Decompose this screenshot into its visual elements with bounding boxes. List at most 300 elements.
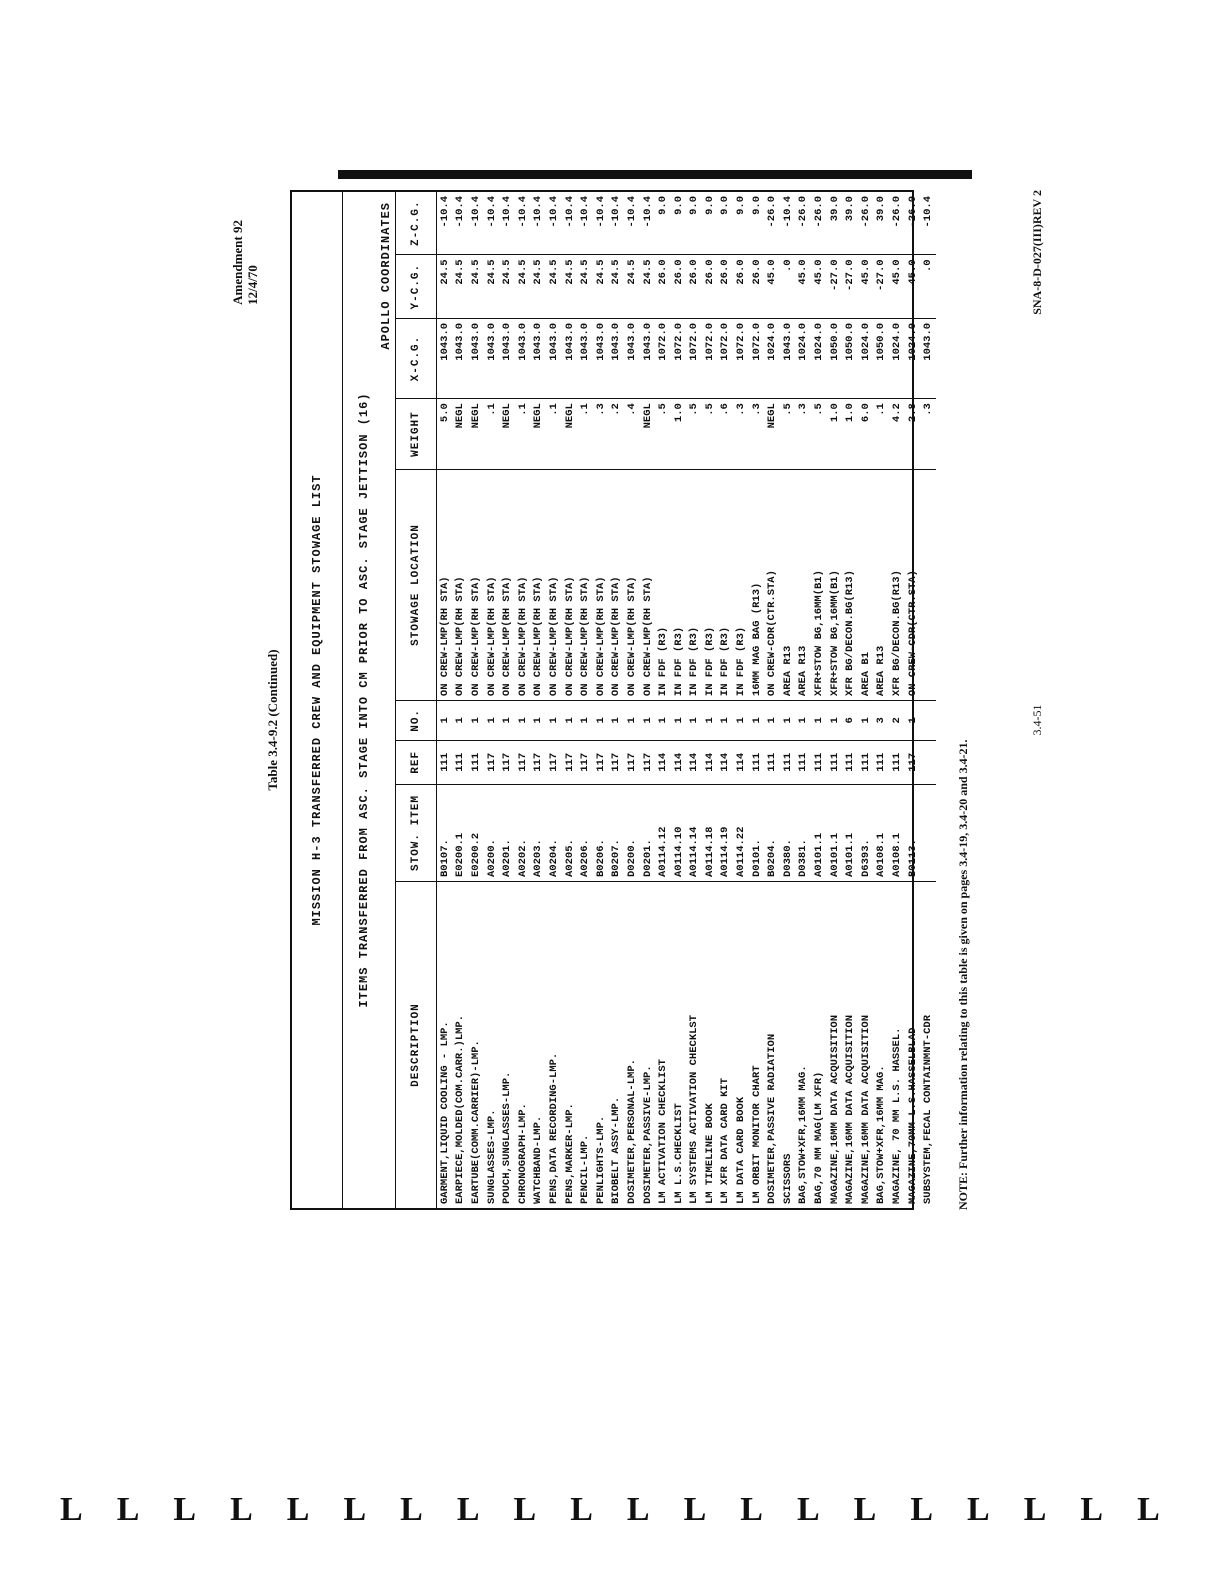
cell-no: 3 <box>874 701 890 741</box>
table-row <box>874 192 890 1208</box>
cell-stowage-location: ON CREW-LMP(RH STA) <box>624 469 640 700</box>
cell-weight: .1 <box>874 399 890 470</box>
cell-y-cg: .0 <box>780 255 796 319</box>
cell-stowage-location: ON CREW-LMP(RH STA) <box>484 469 500 700</box>
cell-x-cg: 1072.0 <box>749 318 765 398</box>
cell-stowage-location: ON CREW-LMP(RH STA) <box>546 469 562 700</box>
cell-ref: 117 <box>905 740 921 784</box>
cell-z-cg: -10.4 <box>563 196 576 228</box>
cell-y-cg: 24.5 <box>484 255 500 319</box>
cell-stow-item: A0108.1 <box>874 784 890 881</box>
cell-stowage-location: ON CREW-LMP(RH STA) <box>499 469 515 700</box>
cell-y-cg: -27.0 <box>827 255 843 319</box>
cell-stowage-location: XFR+STOW BG,16MM(B1) <box>811 469 827 700</box>
strip-glyph: L <box>116 1491 140 1528</box>
cell-ref: 111 <box>749 740 765 784</box>
cell-z-cg: -26.0 <box>766 196 779 228</box>
cell-z-cg: 9.0 <box>703 196 716 215</box>
cell-ref: 114 <box>687 740 703 784</box>
cell-z-cg: -10.4 <box>532 196 545 228</box>
cell-x-cg: 1043.0 <box>577 318 593 398</box>
cell-z-cg: -10.4 <box>781 196 794 228</box>
cell-stow-item: A0204. <box>546 784 562 881</box>
cell-no: 1 <box>858 701 874 741</box>
cell-ref: 111 <box>437 740 453 784</box>
cell-stowage-location: 16MM MAG BAG (R13) <box>749 469 765 700</box>
cell-stow-item: A0114.10 <box>671 784 687 881</box>
strip-glyph: L <box>1137 1491 1160 1528</box>
cell-no: 1 <box>655 701 671 741</box>
cell-no: 1 <box>609 701 625 741</box>
cell-ref: 111 <box>842 740 858 784</box>
cell-description: LM TIMELINE BOOK <box>702 882 718 1208</box>
cell-stow-item: A0114.14 <box>687 784 703 881</box>
cell-weight: .3 <box>593 399 609 470</box>
cell-stowage-location: ON CREW-LMP(RH STA) <box>640 469 656 700</box>
cell-description: BAG,70 MM MAG(LM XFR) <box>811 882 827 1208</box>
table-row <box>609 192 625 1208</box>
cell-ref <box>920 740 936 784</box>
cell-stow-item: B0206. <box>593 784 609 881</box>
cell-z-cg: -26.0 <box>859 196 872 228</box>
col-y-cg: Y-C.G. <box>396 255 437 319</box>
cell-ref: 117 <box>624 740 640 784</box>
strip-glyph: L <box>853 1491 877 1528</box>
cell-ref: 111 <box>796 740 812 784</box>
table-body <box>437 192 937 1208</box>
cell-stow-item: E0200.1 <box>453 784 469 881</box>
cell-x-cg: 1043.0 <box>515 318 531 398</box>
amendment-block <box>230 220 260 305</box>
cell-no: 1 <box>624 701 640 741</box>
cell-ref: 111 <box>858 740 874 784</box>
cell-ref: 114 <box>733 740 749 784</box>
table-row <box>593 192 609 1208</box>
table-row <box>499 192 515 1208</box>
cell-weight: 6.0 <box>858 399 874 470</box>
cell-ref: 114 <box>655 740 671 784</box>
table-row <box>531 192 547 1208</box>
cell-ref: 117 <box>546 740 562 784</box>
cell-z-cg: -26.0 <box>891 196 904 228</box>
table-row <box>577 192 593 1208</box>
cell-no: 6 <box>842 701 858 741</box>
cell-weight: .3 <box>920 399 936 470</box>
cell-description: SCISSORS <box>780 882 796 1208</box>
cell-stow-item: D0101. <box>749 784 765 881</box>
page-number: 3.4-51 <box>1030 704 1044 736</box>
col-ref: REF <box>396 740 437 784</box>
cell-description: MAGAZINE,16MM DATA ACQUISITION <box>827 882 843 1208</box>
table-title: Table 3.4-9.2 (Continued) <box>265 649 280 791</box>
cell-x-cg: 1072.0 <box>671 318 687 398</box>
cell-z-cg: -26.0 <box>906 196 919 228</box>
cell-stowage-location: IN FDF (R3) <box>733 469 749 700</box>
cell-stow-item: A0200. <box>484 784 500 881</box>
cell-description: PENS,DATA RECORDING-LMP. <box>546 882 562 1208</box>
cell-y-cg: 24.5 <box>546 255 562 319</box>
cell-no: 1 <box>718 701 734 741</box>
cell-y-cg: 24.5 <box>609 255 625 319</box>
cell-no: 1 <box>811 701 827 741</box>
cell-stow-item: B0204. <box>764 784 780 881</box>
cell-stow-item: B0113. <box>905 784 921 881</box>
stowage-table-frame <box>290 190 935 1210</box>
cell-ref: 111 <box>468 740 484 784</box>
cell-stowage-location: AREA R13 <box>780 469 796 700</box>
table-row <box>811 192 827 1208</box>
col-weight: WEIGHT <box>396 399 437 470</box>
cell-x-cg: 1043.0 <box>531 318 547 398</box>
cell-stow-item: A0108.1 <box>889 784 905 881</box>
cell-description: PENCIL-LMP. <box>577 882 593 1208</box>
cell-no: 1 <box>733 701 749 741</box>
cell-stow-item: A0101.1 <box>811 784 827 881</box>
stowage-table <box>396 192 936 1208</box>
cell-no: 2 <box>889 701 905 741</box>
cell-y-cg: -27.0 <box>842 255 858 319</box>
cell-y-cg: 24.5 <box>453 255 469 319</box>
strip-glyph: L <box>910 1491 933 1528</box>
cell-weight: NEGL <box>640 399 656 470</box>
cell-stow-item <box>920 784 936 881</box>
coord-header: APOLLO COORDINATES <box>379 202 393 350</box>
table-row <box>468 192 484 1208</box>
cell-x-cg: 1043.0 <box>562 318 578 398</box>
strip-glyph: L <box>967 1491 990 1528</box>
cell-x-cg: 1072.0 <box>702 318 718 398</box>
cell-description: LM DATA CARD BOOK <box>733 882 749 1208</box>
cell-stowage-location: ON CREW-CDR(CTR.STA) <box>764 469 780 700</box>
cell-y-cg: 24.5 <box>593 255 609 319</box>
cell-x-cg: 1043.0 <box>437 318 453 398</box>
strip-glyph: L <box>400 1491 423 1528</box>
thick-rule <box>338 170 972 179</box>
cell-ref: 117 <box>640 740 656 784</box>
cell-z-cg: -10.4 <box>516 196 529 228</box>
table-row <box>515 192 531 1208</box>
table-row <box>780 192 796 1208</box>
col-z-cg: Z-C.G. <box>396 192 437 255</box>
cell-weight: 4.2 <box>889 399 905 470</box>
strip-glyph: L <box>286 1491 310 1528</box>
cell-y-cg: 26.0 <box>733 255 749 319</box>
table-row <box>764 192 780 1208</box>
cell-stow-item: A0101.1 <box>827 784 843 881</box>
cell-ref: 111 <box>874 740 890 784</box>
cell-stow-item: B0207. <box>609 784 625 881</box>
cell-weight: NEGL <box>468 399 484 470</box>
cell-z-cg: -26.0 <box>813 196 826 228</box>
cell-z-cg: 9.0 <box>735 196 748 215</box>
col-stow-item: STOW. ITEM <box>396 784 437 881</box>
cell-stow-item: A0114.18 <box>702 784 718 881</box>
cell-stowage-location: ON CREW-CDR(CTR.STA) <box>905 469 921 700</box>
cell-description: SUNGLASSES-LMP. <box>484 882 500 1208</box>
cell-x-cg: 1050.0 <box>827 318 843 398</box>
table-row <box>702 192 718 1208</box>
cell-stowage-location: IN FDF (R3) <box>702 469 718 700</box>
cell-weight: NEGL <box>531 399 547 470</box>
cell-description: EARPIECE,MOLDED(COM.CARR.)LMP. <box>453 882 469 1208</box>
cell-description: PENS,MARKER-LMP. <box>562 882 578 1208</box>
cell-ref: 111 <box>889 740 905 784</box>
cell-weight: .5 <box>811 399 827 470</box>
cell-stowage-location: ON CREW-LMP(RH STA) <box>437 469 453 700</box>
cell-stow-item: A0203. <box>531 784 547 881</box>
cell-y-cg: 24.5 <box>577 255 593 319</box>
table-row <box>655 192 671 1208</box>
cell-no: 1 <box>640 701 656 741</box>
table-row <box>437 192 453 1208</box>
rotated-page <box>230 190 1044 1250</box>
table-note: NOTE: Further information relating to this table is given on pages 3.4-19, 3.4-20 and 3.4-21. <box>956 739 970 1210</box>
cell-y-cg: 26.0 <box>687 255 703 319</box>
cell-x-cg: 1043.0 <box>920 318 936 398</box>
cell-y-cg: 24.5 <box>468 255 484 319</box>
cell-no: 1 <box>827 701 843 741</box>
cell-weight: NEGL <box>562 399 578 470</box>
cell-weight: .3 <box>749 399 765 470</box>
cell-weight: 5.0 <box>437 399 453 470</box>
cell-weight: .1 <box>484 399 500 470</box>
cell-x-cg: 1043.0 <box>593 318 609 398</box>
cell-stowage-location: ON CREW-LMP(RH STA) <box>453 469 469 700</box>
cell-y-cg: 26.0 <box>671 255 687 319</box>
cell-ref: 117 <box>499 740 515 784</box>
cell-description: MAGAZINE,16MM DATA ACQUISITION <box>858 882 874 1208</box>
cell-stowage-location: ON CREW-LMP(RH STA) <box>609 469 625 700</box>
cell-z-cg: -10.4 <box>625 196 638 228</box>
table-row <box>889 192 905 1208</box>
cell-y-cg: 24.5 <box>640 255 656 319</box>
cell-weight: 2.8 <box>905 399 921 470</box>
cell-y-cg: 24.5 <box>531 255 547 319</box>
table-row <box>920 192 936 1208</box>
cell-ref: 111 <box>780 740 796 784</box>
cell-x-cg: 1043.0 <box>609 318 625 398</box>
cell-no: 1 <box>687 701 703 741</box>
cell-ref: 114 <box>718 740 734 784</box>
table-row <box>687 192 703 1208</box>
strip-glyph: L <box>570 1491 593 1528</box>
cell-stow-item: A0114.12 <box>655 784 671 881</box>
cell-no: 1 <box>702 701 718 741</box>
section-header <box>343 192 396 1208</box>
cell-no: 1 <box>468 701 484 741</box>
cell-no: 1 <box>593 701 609 741</box>
strip-glyph: L <box>740 1491 763 1528</box>
cell-x-cg: 1050.0 <box>842 318 858 398</box>
cell-weight: .5 <box>702 399 718 470</box>
cell-x-cg: 1043.0 <box>499 318 515 398</box>
cell-z-cg: -10.4 <box>501 196 514 228</box>
cell-no: 1 <box>437 701 453 741</box>
column-header-row <box>396 192 437 1208</box>
cell-stowage-location: ON CREW-LMP(RH STA) <box>531 469 547 700</box>
cell-no: 1 <box>796 701 812 741</box>
cell-y-cg: -27.0 <box>874 255 890 319</box>
amendment-line1: Amendment 92 <box>230 220 245 305</box>
cell-stow-item: D0200. <box>624 784 640 881</box>
cell-ref: 114 <box>702 740 718 784</box>
cell-stowage-location: IN FDF (R3) <box>687 469 703 700</box>
strip-glyph: L <box>796 1491 820 1528</box>
cell-y-cg: 45.0 <box>811 255 827 319</box>
cell-weight: 1.0 <box>827 399 843 470</box>
cell-description: DOSIMETER,PASSIVE-LMP. <box>640 882 656 1208</box>
cell-x-cg: 1024.0 <box>858 318 874 398</box>
cell-weight: .3 <box>796 399 812 470</box>
document-id: SNA-8-D-027(III)REV 2 <box>1030 190 1044 315</box>
cell-x-cg: 1024.0 <box>796 318 812 398</box>
cell-z-cg: -10.4 <box>438 196 451 228</box>
amendment-line2: 12/4/70 <box>245 265 260 305</box>
cell-z-cg: 9.0 <box>688 196 701 215</box>
cell-description: BAG,STOW+XFR,16MM MAG. <box>874 882 890 1208</box>
cell-stowage-location: IN FDF (R3) <box>655 469 671 700</box>
cell-x-cg: 1024.0 <box>889 318 905 398</box>
cell-stowage-location: ON CREW-LMP(RH STA) <box>515 469 531 700</box>
cell-weight: 1.0 <box>671 399 687 470</box>
cell-no <box>920 701 936 741</box>
cell-y-cg: 24.5 <box>624 255 640 319</box>
cell-weight: .2 <box>609 399 625 470</box>
cell-stow-item: D6393. <box>858 784 874 881</box>
table-row <box>749 192 765 1208</box>
cell-x-cg: 1072.0 <box>718 318 734 398</box>
cell-z-cg: -10.4 <box>547 196 560 228</box>
cell-stowage-location: AREA B1 <box>858 469 874 700</box>
strip-glyph: L <box>173 1491 197 1528</box>
cell-z-cg: -10.4 <box>922 196 935 228</box>
cell-y-cg: 24.5 <box>499 255 515 319</box>
cell-description: BIOBELT ASSY-LMP. <box>609 882 625 1208</box>
cell-y-cg: 26.0 <box>718 255 734 319</box>
cell-weight: .4 <box>624 399 640 470</box>
cell-no: 1 <box>499 701 515 741</box>
cell-x-cg: 1072.0 <box>687 318 703 398</box>
cell-y-cg: 26.0 <box>702 255 718 319</box>
cell-stow-item: A0101.1 <box>842 784 858 881</box>
cell-description: DOSIMETER,PASSIVE RADIATION <box>764 882 780 1208</box>
cell-y-cg: .0 <box>920 255 936 319</box>
cell-z-cg: -10.4 <box>641 196 654 228</box>
cell-z-cg: 39.0 <box>875 196 888 222</box>
cell-x-cg: 1024.0 <box>811 318 827 398</box>
strip-glyph: L <box>230 1491 253 1528</box>
cell-no: 1 <box>562 701 578 741</box>
table-row <box>858 192 874 1208</box>
cell-ref: 111 <box>453 740 469 784</box>
cell-x-cg: 1043.0 <box>780 318 796 398</box>
cell-weight: NEGL <box>499 399 515 470</box>
cell-z-cg: -10.4 <box>485 196 498 228</box>
cell-weight: 1.0 <box>842 399 858 470</box>
table-row <box>624 192 640 1208</box>
cell-ref: 117 <box>593 740 609 784</box>
cell-stow-item: D0381. <box>796 784 812 881</box>
cell-no: 1 <box>780 701 796 741</box>
cell-y-cg: 45.0 <box>796 255 812 319</box>
cell-stowage-location: XFR BG/DECON.BG(R13) <box>842 469 858 700</box>
cell-weight: .5 <box>780 399 796 470</box>
cell-stow-item: D0380. <box>780 784 796 881</box>
cell-stow-item: D0201. <box>640 784 656 881</box>
cell-stowage-location: AREA R13 <box>796 469 812 700</box>
cell-stow-item: A0206. <box>577 784 593 881</box>
cell-ref: 114 <box>671 740 687 784</box>
cell-no: 1 <box>905 701 921 741</box>
cell-description: LM ACTIVATION CHECKLIST <box>655 882 671 1208</box>
table-row <box>546 192 562 1208</box>
cell-no: 1 <box>577 701 593 741</box>
cell-x-cg: 1072.0 <box>655 318 671 398</box>
cell-x-cg: 1043.0 <box>468 318 484 398</box>
table-row <box>484 192 500 1208</box>
strip-glyph: L <box>1080 1491 1104 1528</box>
cell-ref: 111 <box>827 740 843 784</box>
cell-y-cg: 24.5 <box>437 255 453 319</box>
cell-no: 1 <box>531 701 547 741</box>
strip-glyph: L <box>60 1491 83 1528</box>
cell-weight: .6 <box>718 399 734 470</box>
cell-weight: .5 <box>687 399 703 470</box>
cell-z-cg: 39.0 <box>828 196 841 222</box>
cell-ref: 117 <box>515 740 531 784</box>
cell-z-cg: -10.4 <box>610 196 623 228</box>
cell-stow-item: B0107. <box>437 784 453 881</box>
mission-title: MISSION H-3 TRANSFERRED CREW AND EQUIPMENT STOWAGE LIST <box>292 192 343 1208</box>
table-row <box>905 192 921 1208</box>
cell-ref: 117 <box>531 740 547 784</box>
strip-glyph: L <box>626 1491 650 1528</box>
cell-z-cg: 39.0 <box>844 196 857 222</box>
cell-y-cg: 26.0 <box>749 255 765 319</box>
cell-stowage-location: ON CREW-LMP(RH STA) <box>593 469 609 700</box>
cell-weight: .1 <box>515 399 531 470</box>
bottom-strip <box>60 1480 1160 1540</box>
cell-y-cg: 45.0 <box>764 255 780 319</box>
cell-ref: 111 <box>764 740 780 784</box>
cell-no: 1 <box>749 701 765 741</box>
cell-description: LM SYSTEMS ACTIVATION CHECKLST <box>687 882 703 1208</box>
cell-description: CHRONOGRAPH-LMP. <box>515 882 531 1208</box>
cell-y-cg: 45.0 <box>905 255 921 319</box>
cell-z-cg: 9.0 <box>657 196 670 215</box>
cell-stowage-location: IN FDF (R3) <box>718 469 734 700</box>
cell-z-cg: -10.4 <box>454 196 467 228</box>
cell-no: 1 <box>453 701 469 741</box>
cell-y-cg: 24.5 <box>562 255 578 319</box>
cell-description: MAGAZINE,70MM L.S.HASSELBLAD <box>905 882 921 1208</box>
col-x-cg: X-C.G. <box>396 318 437 398</box>
cell-ref: 117 <box>562 740 578 784</box>
cell-stow-item: E0200.2 <box>468 784 484 881</box>
cell-y-cg: 26.0 <box>655 255 671 319</box>
cell-description: MAGAZINE, 70 MM L.S. HASSEL. <box>889 882 905 1208</box>
cell-stowage-location: ON CREW-LMP(RH STA) <box>562 469 578 700</box>
col-stowage-location: STOWAGE LOCATION <box>396 469 437 700</box>
cell-x-cg: 1043.0 <box>453 318 469 398</box>
cell-weight: NEGL <box>764 399 780 470</box>
cell-description: SUBSYSTEM,FECAL CONTAINMNT-CDR <box>920 882 936 1208</box>
cell-stowage-location: XFR+STOW BG,16MM(B1) <box>827 469 843 700</box>
cell-description: PENLIGHTS-LMP. <box>593 882 609 1208</box>
cell-stow-item: A0201. <box>499 784 515 881</box>
cell-ref: 111 <box>811 740 827 784</box>
cell-x-cg: 1072.0 <box>733 318 749 398</box>
